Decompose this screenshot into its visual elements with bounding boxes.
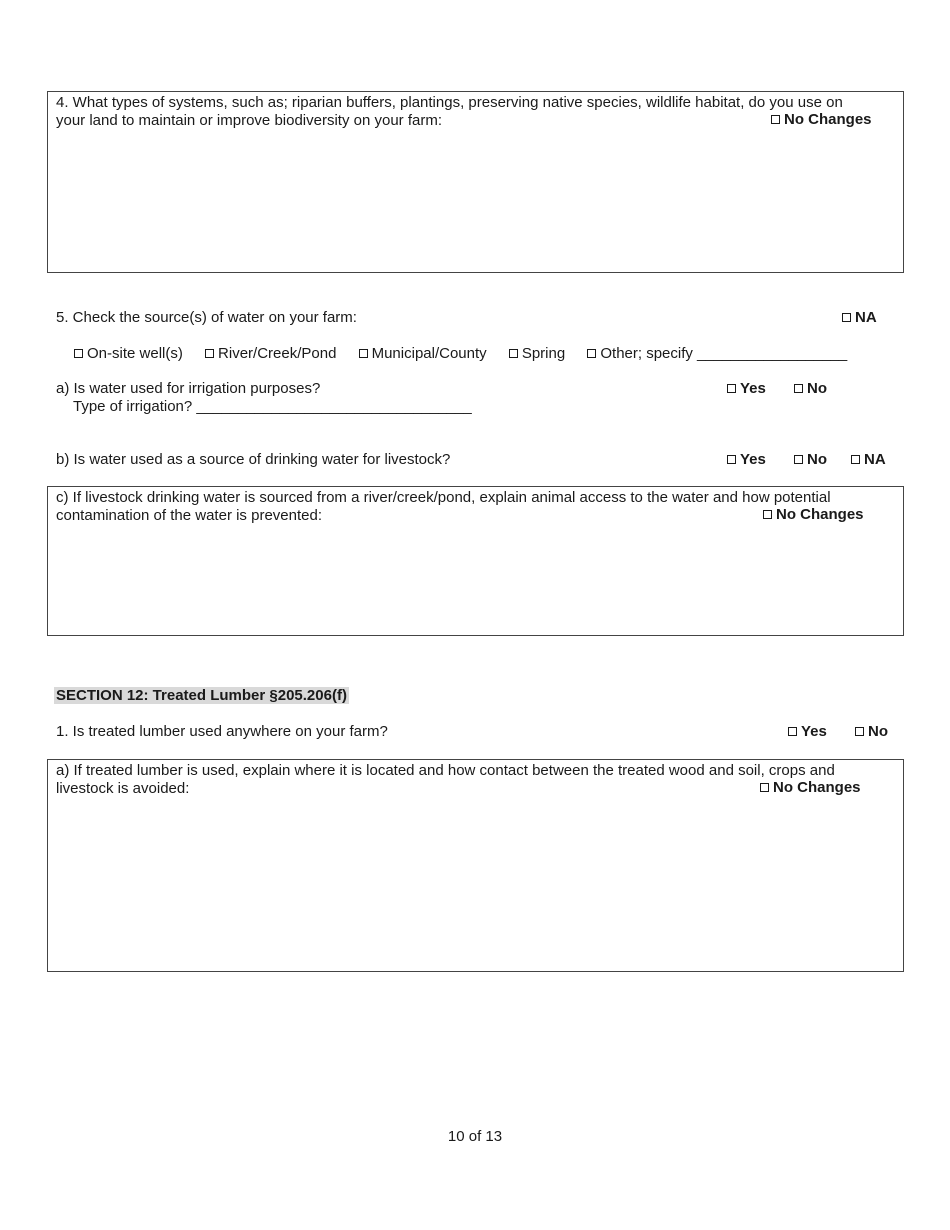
s12-a-no-changes-checkbox[interactable] <box>760 779 861 797</box>
source-option-label: Municipal/County <box>371 345 487 362</box>
q5b-na-checkbox[interactable] <box>851 451 886 469</box>
section-12-title: SECTION 12: Treated Lumber §205.206(f) <box>56 687 347 704</box>
s12-q1-question: 1. Is treated lumber used anywhere on your farm? <box>56 723 388 740</box>
q5c-line2: contamination of the water is prevented: <box>56 507 322 524</box>
source-option-label: On-site well(s) <box>87 345 183 362</box>
q5b-no-label: No <box>807 451 827 468</box>
q4-no-changes-label: No Changes <box>784 111 872 128</box>
checkbox-icon <box>851 455 860 464</box>
source-option-label: River/Creek/Pond <box>218 345 337 362</box>
checkbox-icon <box>359 349 368 358</box>
checkbox-icon <box>509 349 518 358</box>
checkbox-icon <box>763 510 772 519</box>
q5c-no-changes-label: No Changes <box>776 506 864 523</box>
q5a-yes-label: Yes <box>740 380 766 397</box>
checkbox-icon <box>794 455 803 464</box>
checkbox-icon <box>205 349 214 358</box>
checkbox-icon <box>727 384 736 393</box>
q4-question <box>56 94 895 130</box>
q4-answer-box[interactable] <box>47 91 904 273</box>
q4-no-changes-checkbox[interactable] <box>771 111 872 129</box>
s12-a-line2: livestock is avoided: <box>56 780 190 797</box>
source-option-municipal[interactable] <box>359 345 487 362</box>
q5b-yes-label: Yes <box>740 451 766 468</box>
checkbox-icon <box>794 384 803 393</box>
checkbox-icon <box>771 115 780 124</box>
q5b-no-checkbox[interactable] <box>794 451 827 469</box>
source-option-other[interactable] <box>587 345 847 362</box>
q5b-na-label: NA <box>864 451 886 468</box>
checkbox-icon <box>760 783 769 792</box>
s12-q1-yes-checkbox[interactable] <box>788 723 827 741</box>
s12-q1-no-checkbox[interactable] <box>855 723 888 741</box>
checkbox-icon <box>855 727 864 736</box>
source-option-onsite-well[interactable] <box>74 345 183 362</box>
section-12-heading <box>54 687 349 705</box>
s12-a-no-changes-label: No Changes <box>773 779 861 796</box>
q5-sources-row <box>74 345 847 363</box>
q5c-answer-box[interactable] <box>47 486 904 636</box>
checkbox-icon <box>788 727 797 736</box>
q5a-no-checkbox[interactable] <box>794 380 827 398</box>
q4-line1: 4. What types of systems, such as; riparian buffers, plantings, preserving native species, wildlife habitat, do you use on <box>56 94 843 111</box>
source-option-label: Other; specify __________________ <box>600 345 848 362</box>
q5a-yes-checkbox[interactable] <box>727 380 766 398</box>
q5a-no-label: No <box>807 380 827 397</box>
checkbox-icon <box>842 313 851 322</box>
s12-q1-no-label: No <box>868 723 888 740</box>
q5b-question: b) Is water used as a source of drinking water for livestock? <box>56 451 451 468</box>
checkbox-icon <box>74 349 83 358</box>
q5-na-label: NA <box>855 309 877 326</box>
source-option-river[interactable] <box>205 345 336 362</box>
s12-q1-yes-label: Yes <box>801 723 827 740</box>
checkbox-icon <box>587 349 596 358</box>
checkbox-icon <box>727 455 736 464</box>
source-option-spring[interactable] <box>509 345 565 362</box>
q5c-line1: c) If livestock drinking water is sourced from a river/creek/pond, explain animal access to the water and how potential <box>56 489 831 506</box>
page-number: 10 of 13 <box>447 1128 503 1145</box>
q5b-yes-checkbox[interactable] <box>727 451 766 469</box>
s12-a-line1: a) If treated lumber is used, explain where it is located and how contact between the treated wood and soil, crops and <box>56 762 835 779</box>
q5-question: 5. Check the source(s) of water on your farm: <box>56 309 357 326</box>
q4-line2: your land to maintain or improve biodiversity on your farm: <box>56 112 443 129</box>
q5c-no-changes-checkbox[interactable] <box>763 506 864 524</box>
q5-na-checkbox[interactable] <box>842 309 877 327</box>
q5a-irrigation-type[interactable]: Type of irrigation? _________________________________ <box>73 398 472 415</box>
s12-a-answer-box[interactable] <box>47 759 904 972</box>
source-option-label: Spring <box>521 345 566 362</box>
q5a-question: a) Is water used for irrigation purposes? <box>56 380 321 397</box>
